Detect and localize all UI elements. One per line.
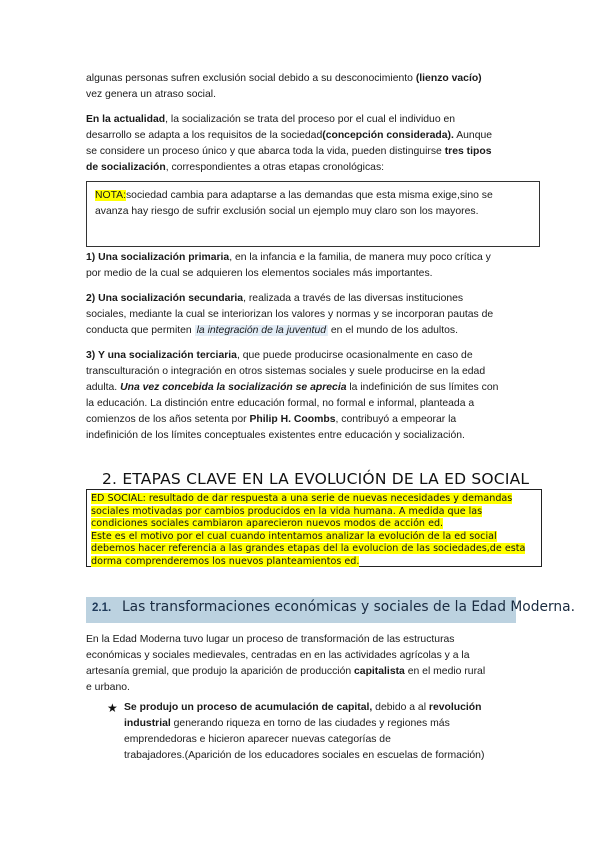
text: En la Edad Moderna tuvo lugar un proceso de transformación de las estructuras [86, 634, 455, 645]
text: económicas y sociales medievales, centradas en en las actividades agrícolas y a la [86, 650, 470, 661]
text: sociedad cambia para adaptarse a las demandas que esta misma exige,sino se [125, 190, 493, 201]
text: trabajadores.(Aparición de los educadores sociales en escuelas de formación) [124, 750, 485, 761]
bold-text: de socialización [86, 162, 166, 173]
text: en el mundo de los adultos. [328, 325, 458, 336]
text: indefinición de los límites conceptuales existentes entre educación y socialización. [86, 430, 465, 441]
paragraph-primaria [86, 250, 526, 282]
bold-italic-text: Una vez concebida la socialización se aprecia [120, 382, 347, 393]
bold-text: capitalista [354, 666, 405, 677]
text: , en la infancia e la familia, de manera muy poco crítica y [229, 252, 491, 263]
text: la indefinición de sus límites con [346, 382, 499, 393]
text: adulta. [86, 382, 121, 393]
text: Aunque [453, 130, 493, 141]
bold-text: En la actualidad [86, 114, 166, 125]
highlighted-text: ED SOCIAL: resultado de dar respuesta a una serie de nuevas necesidades y demandas [91, 493, 513, 504]
paragraph-secundaria [86, 291, 526, 339]
highlighted-text: dorma comprenderemos los nuevos planteamientos ed. [91, 555, 360, 567]
text: , que puede producirse ocasionalmente en caso de [236, 350, 473, 361]
text: artesanía gremial, que produjo la aparición de producción [86, 666, 355, 677]
bold-text: 2) Una socialización secundaria [86, 293, 244, 304]
text: transculturación o integración en otros sistemas sociales y suele producirse en la edad [86, 366, 486, 377]
text: , la socialización se trata del proceso por el cual el individuo en [165, 114, 456, 125]
highlighted-text: condiciones sociales cambiaron aparecieron nuevos modos de acción ed. [91, 518, 444, 530]
bold-text: 1) Una socialización primaria [86, 252, 230, 263]
highlighted-text: debemos hacer referencia a las grandes etapas del la evolucion de las sociedades,de esta [91, 543, 526, 555]
text: , realizada a través de las diversas instituciones [243, 293, 464, 304]
text: , correspondientes a otras etapas cronológicas: [165, 162, 385, 173]
bold-text: revolución [428, 702, 482, 713]
highlighted-text: la integración de la juventud [196, 325, 327, 336]
text: desarrollo se adapta a los requisitos de la sociedad [86, 130, 323, 141]
paragraph-terciaria [86, 348, 526, 444]
bold-text: 3) Y una socialización terciaria [86, 350, 237, 361]
bold-text: tres tipos [444, 146, 492, 157]
subsection-heading: Las transformaciones económicas y sociales de la Edad Moderna. [122, 599, 575, 615]
text: avanza hay riesgo de sufrir exclusión social un ejemplo muy claro son los mayores. [95, 206, 479, 217]
text: por medio de la cual se adquieren los elementos sociales más importantes. [86, 268, 433, 279]
bold-text: industrial [124, 718, 171, 729]
text: vez genera un atraso social. [86, 89, 216, 100]
highlighted-text: sociales motivadas por cambios producidos en la vida humana. A medida que las [91, 505, 483, 517]
star-icon: ★ [107, 701, 118, 715]
text: la educación. La distinción entre educación formal, no formal e informal, planteada a [86, 398, 475, 409]
text: en el medio rural [404, 666, 486, 677]
text: se considere un proceso único y que abarca toda la vida, pueden distinguirse [86, 146, 445, 157]
text: conducta que permiten [86, 325, 195, 336]
text: , contribuyó a empeorar la [335, 414, 457, 425]
text: e urbano. [86, 682, 130, 693]
bold-text: Se produjo un proceso de acumulación de capital, [124, 702, 373, 713]
text: debido a al [372, 702, 429, 713]
paragraph-intro [86, 71, 516, 103]
text: emprendedoras e hicieron aparecer nuevas categorías de [124, 734, 391, 745]
text: comienzos de los años setenta por [86, 414, 250, 425]
bold-text: Philip H. Coombs [249, 414, 336, 425]
paragraph-edad-moderna [86, 632, 526, 696]
text: generando riqueza en torno de las ciudades y regiones más [170, 718, 450, 729]
nota-label: NOTA: [95, 190, 126, 201]
highlighted-text: Este es el motivo por el cual cuando intentamos analizar la evolución de la ed social [91, 530, 497, 542]
bold-text: (lienzo vacío) [415, 73, 482, 84]
bullet-item [124, 700, 524, 764]
paragraph-actualidad [86, 112, 526, 176]
nota-box [86, 181, 540, 247]
subsection-number: 2.1. [92, 602, 112, 614]
text: sociales, mediante la cual se interiorizan los valores y normas y se incorporan pautas de [86, 309, 494, 320]
bold-text: (concepción considerada). [322, 130, 454, 141]
section-heading: 2. ETAPAS CLAVE EN LA EVOLUCIÓN DE LA ED SOCIAL [102, 470, 530, 488]
text: algunas personas sufren exclusión social debido a su desconocimiento [86, 73, 416, 84]
ed-social-box [86, 489, 542, 567]
